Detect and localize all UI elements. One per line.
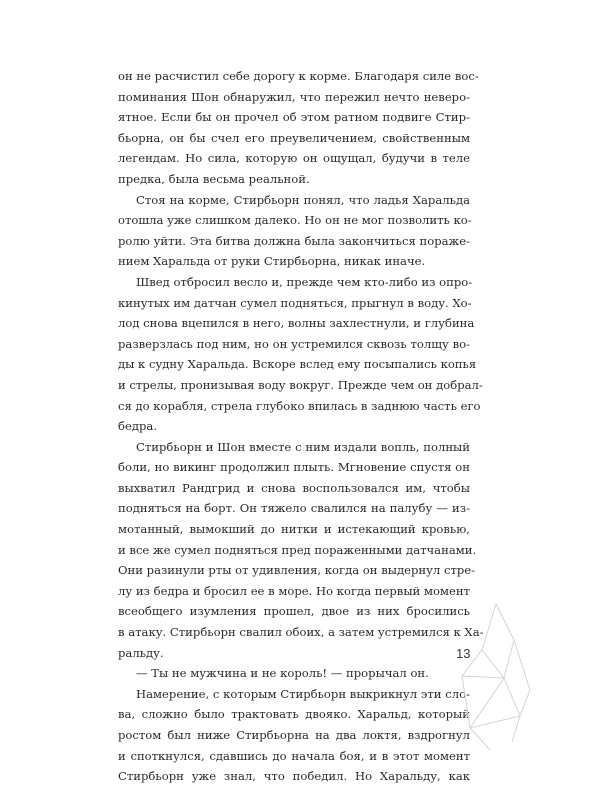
ornament-line	[514, 640, 530, 716]
text-line: всеобщего изумления прошел, двое из них бросились	[118, 604, 470, 619]
text-line: Намерение, с которым Стирбьорн выкрикнул эти сло-	[136, 686, 470, 701]
body-text	[118, 66, 484, 787]
text-line: лод снова вцепился в него, волны захлестнули, и глубина	[118, 316, 475, 331]
text-line: ся до корабля, стрела глубоко впилась в заднюю часть его	[118, 398, 481, 413]
text-line: нием Харальда от руки Стирбьорна, никак иначе.	[118, 254, 426, 269]
text-line: и споткнулся, сдавшись до начала боя, и в этот момент	[118, 748, 470, 763]
text-line: ростом был ниже Стирбьорна на два локтя, вздрогнул	[118, 728, 470, 742]
ornament-line	[496, 604, 514, 678]
text-line: лу из бедра и бросил ее в море. Но когда первый момент	[118, 583, 470, 598]
text-line: — Ты не мужчина и не король! — прорычал он.	[136, 666, 429, 681]
text-line: бьорна, он бы счел его преувеличением, свойственным	[118, 130, 470, 145]
text-line: ролю уйти. Эта битва должна была закончиться пораже-	[118, 233, 470, 248]
text-line: ятное. Если бы он прочел об этом ратном подвиге Стир-	[118, 110, 470, 125]
text-line: Стоя на корме, Стирбьорн понял, что ладья Харальда	[136, 192, 470, 207]
text-line: Швед отбросил весло и, прежде чем кто-либо из опро-	[136, 274, 473, 289]
text-line: боли, но викинг продолжил плыть. Мгновение спустя он	[118, 460, 470, 475]
text-line: Они разинули рты от удивления, когда он выдернул стре-	[118, 563, 476, 578]
text-line: легендам. Но сила, которую он ощущал, будучи в теле	[118, 151, 470, 166]
text-line: в атаку. Стирбьорн свалил обоих, а затем устремился к Ха-	[118, 625, 484, 640]
text-line: и стрелы, пронизывая воду вокруг. Прежде чем он добрал-	[118, 377, 483, 392]
text-line: предка, была весьма реальной.	[118, 171, 310, 186]
text-line: ральду.	[118, 645, 164, 660]
page-number: 13	[456, 646, 471, 661]
text-line: ды к судну Харальда. Вскоре вслед ему посыпались копья	[118, 357, 477, 372]
text-line: поминания Шон обнаружил, что пережил нечто неверо-	[118, 89, 470, 104]
text-line: кинутых им датчан сумел подняться, прыгнул в воду. Хо-	[118, 295, 472, 310]
text-line: бедра.	[118, 419, 157, 434]
text-line: Стирбьорн и Шон вместе с ним издали вопль, полный	[136, 439, 470, 454]
text-line: выхватил Рандгрид и снова воспользовался им, чтобы	[118, 480, 470, 495]
ornament-line	[470, 604, 504, 728]
text-line: Стирбьорн уже знал, что победил. Но Харальду, как	[118, 769, 470, 784]
ornament-line	[504, 678, 520, 742]
text-line: и все же сумел подняться пред пораженными датчанами.	[118, 542, 477, 557]
text-line: мотанный, вымокший до нитки и истекающий кровью,	[118, 522, 470, 537]
text-line: подняться на борт. Он тяжело свалился на палубу — из-	[118, 501, 470, 516]
text-line: ва, сложно было трактовать двояко. Харальд, который	[118, 707, 470, 722]
text-line: разверзлась под ним, но он устремился сквозь толщу во-	[118, 336, 470, 351]
ornament-line	[462, 676, 520, 728]
ornament-line	[470, 728, 490, 750]
text-line: он не расчистил себе дорогу к корме. Благодаря силе вос-	[118, 69, 479, 83]
text-line: отошла уже слишком далеко. Но он не мог позволить ко-	[118, 213, 472, 228]
